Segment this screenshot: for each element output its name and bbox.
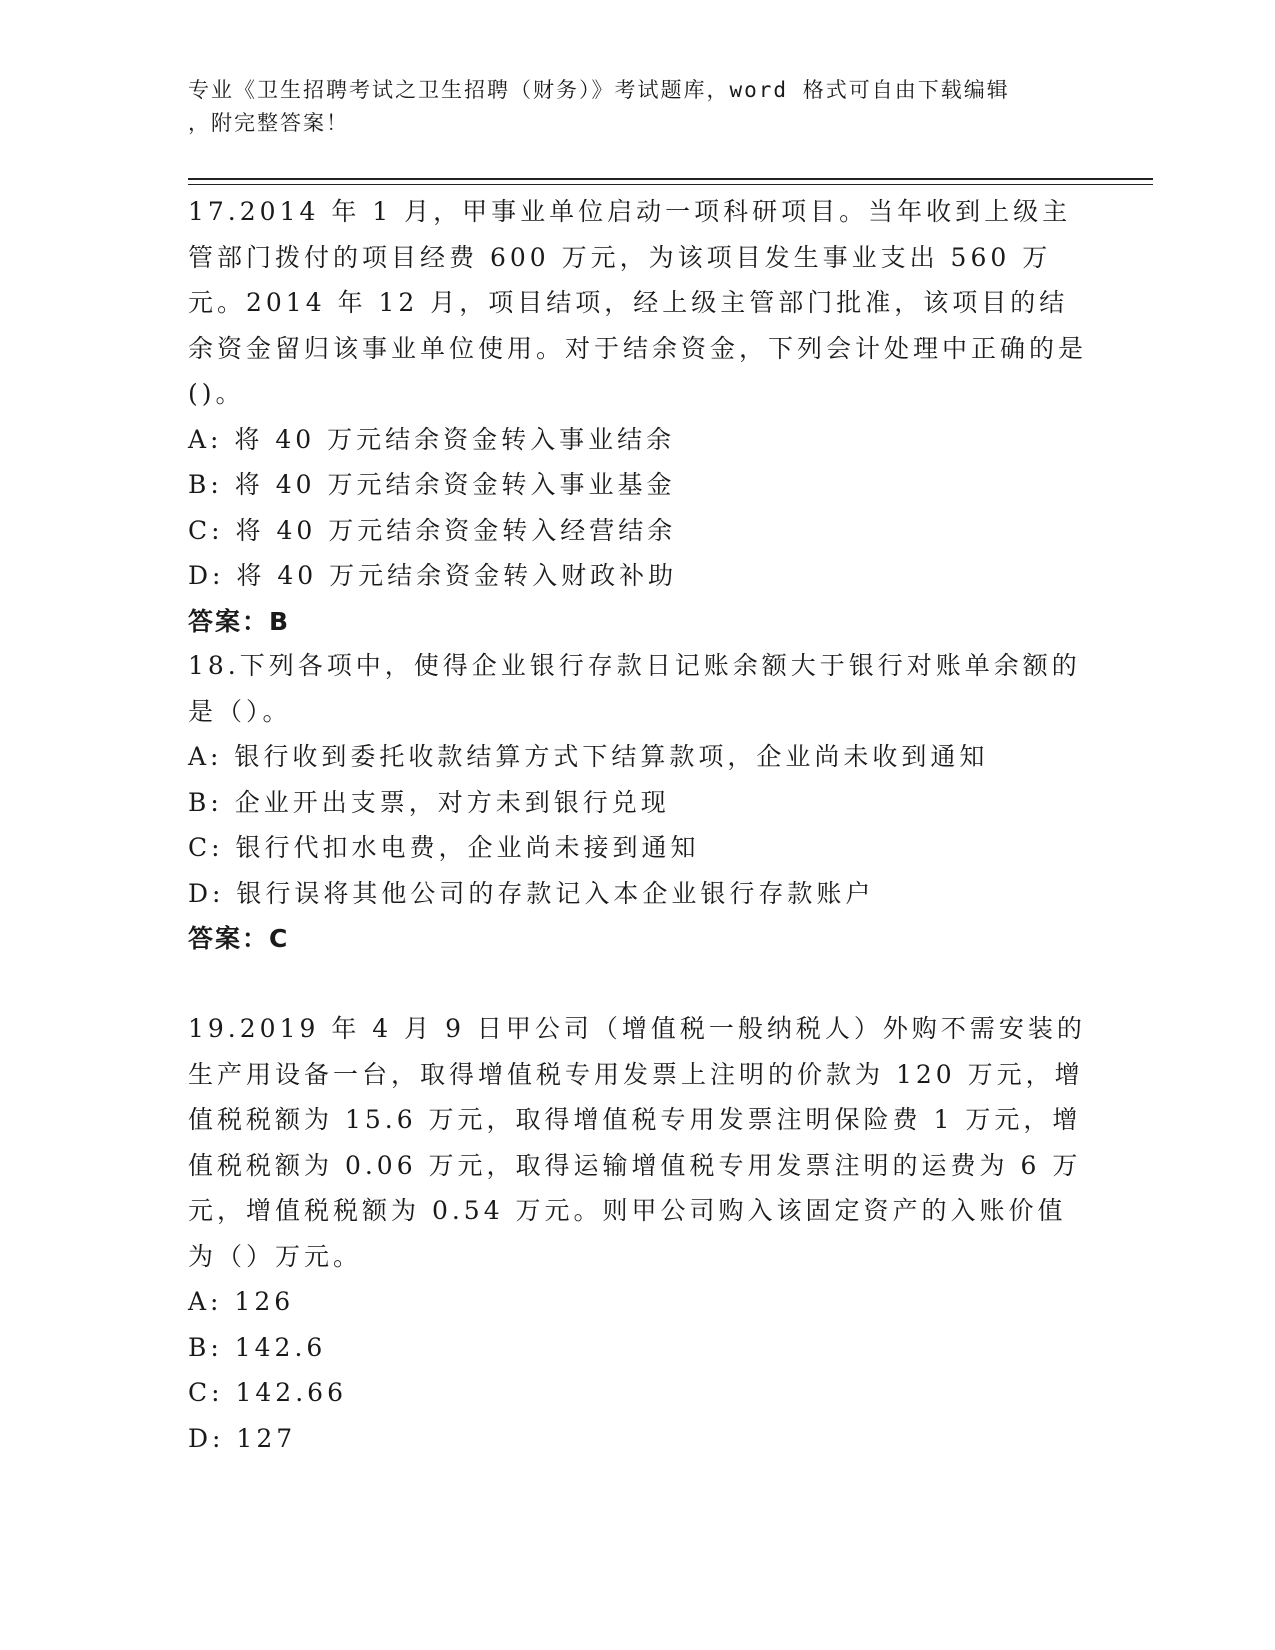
- option-b: B: 142.6: [188, 1332, 327, 1362]
- document-header: [188, 74, 1068, 140]
- option-d: D: 将 40 万元结余资金转入财政补助: [188, 561, 678, 590]
- option-b: B: 将 40 万元结余资金转入事业基金: [188, 470, 676, 499]
- question-19: [188, 1006, 1088, 1461]
- option-c: C: 将 40 万元结余资金转入经营结余: [188, 515, 677, 545]
- header-divider-thick: [188, 178, 1153, 180]
- answer-label: 答案：B: [188, 606, 291, 636]
- answer-label: 答案：C: [188, 924, 290, 953]
- header-line-1: 专业《卫生招聘考试之卫生招聘（财务）》考试题库，word 格式可自由下载编辑: [188, 78, 1010, 102]
- option-b: B: 企业开出支票，对方未到银行兑现: [188, 787, 670, 817]
- question-18: [188, 643, 1088, 962]
- option-c: C: 142.66: [188, 1378, 347, 1407]
- question-stem: 18.下列各项中，使得企业银行存款日记账余额大于银行对账单余额的是（）。: [188, 651, 1081, 726]
- question-stem: 19.2019 年 4 月 9 日甲公司（增值税一般纳税人）外购不需安装的生产用设备一台，取得增值税专用发票上注明的价款为 120 万元，增值税税额为 15.6 万元，取得增值税专用发票注明保险费 1 万元，增值税税额为 0.06 万元，取得运输增值税专用发票注明的运费为 6 万元，增值税税额为 0.54 万元。则甲公司购入该固定资产的入账价值为（）万元。: [188, 1014, 1086, 1271]
- header-line-2: ，附完整答案！: [188, 111, 349, 135]
- header-divider-thin: [188, 184, 1153, 185]
- option-c: C: 银行代扣水电费，企业尚未接到通知: [188, 833, 700, 862]
- question-stem: 17.2014 年 1 月，甲事业单位启动一项科研项目。当年收到上级主管部门拨付的项目经费 600 万元，为该项目发生事业支出 560 万元。2014 年 12 月，项目结项，经上级主管部门批准，该项目的结余资金留归该事业单位使用。对于结余资金，下列会计处理中正确的是()。: [188, 197, 1088, 408]
- option-d: D: 银行误将其他公司的存款记入本企业银行存款账户: [188, 878, 875, 908]
- option-a: A: 126: [188, 1287, 295, 1316]
- option-a: A: 银行收到委托收款结算方式下结算款项，企业尚未收到通知: [188, 742, 989, 771]
- question-17: [188, 189, 1088, 644]
- option-a: A: 将 40 万元结余资金转入事业结余: [188, 424, 676, 454]
- option-d: D: 127: [188, 1423, 297, 1453]
